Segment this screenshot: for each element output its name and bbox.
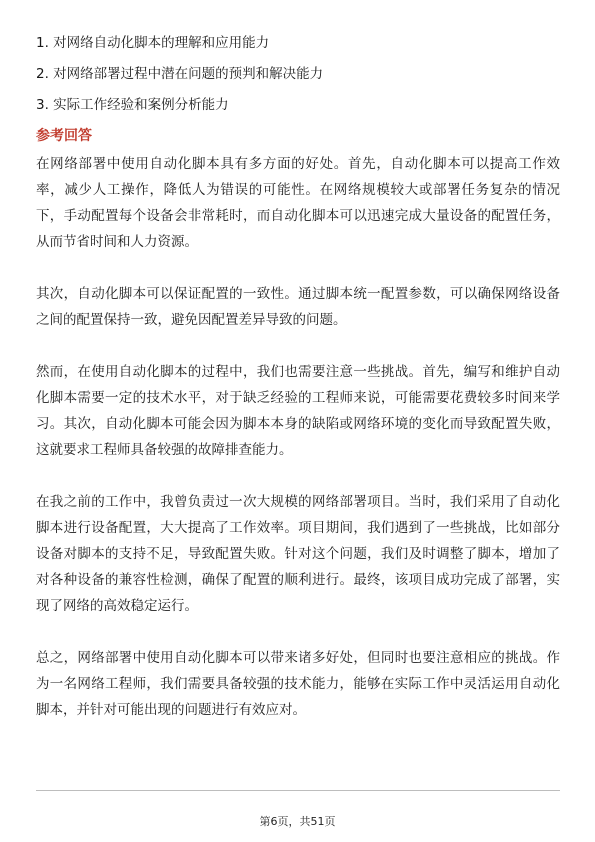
answer-paragraph-3: 然而，在使用自动化脚本的过程中，我们也需要注意一些挑战。首先，编写和维护自动化脚本需要一定的技术水平，对于缺乏经验的工程师来说，可能需要花费较多时间来学习。其次，自动化脚本可能会因为脚本本身的缺陷或网络环境的变化而导致配置失败，这就要求工程师具备较强的故障排查能力。 [36,364,560,458]
answer-paragraph-4: 在我之前的工作中，我曾负责过一次大规模的网络部署项目。当时，我们采用了自动化脚本进行设备配置，大大提高了工作效率。项目期间，我们遇到了一些挑战，比如部分设备对脚本的支持不足，导致配置失败。针对这个问题，我们及时调整了脚本，增加了对各种设备的兼容性检测，确保了配置的顺利进行。最终，该项目成功完成了部署，实现了网络的高效稳定运行。 [36,494,560,614]
page-number: 第6页，共51页 [259,815,336,828]
answer-paragraph-5: 总之，网络部署中使用自动化脚本可以带来诸多好处，但同时也要注意相应的挑战。作为一名网络工程师，我们需要具备较强的技术能力，能够在实际工作中灵活运用自动化脚本，并针对可能出现的问题进行有效应对。 [36,650,560,718]
footer-divider [36,790,560,791]
question-item-1: 1. 对网络自动化脚本的理解和应用能力 [36,35,270,51]
answer-paragraph-1: 在网络部署中使用自动化脚本具有多方面的好处。首先，自动化脚本可以提高工作效率，减少人工操作，降低人为错误的可能性。在网络规模较大或部署任务复杂的情况下，手动配置每个设备会非常耗时，而自动化脚本可以迅速完成大量设备的配置任务，从而节省时间和人力资源。 [36,156,560,250]
answer-heading: 参考回答 [36,128,92,144]
answer-paragraph-2: 其次，自动化脚本可以保证配置的一致性。通过脚本统一配置参数，可以确保网络设备之间的配置保持一致，避免因配置差异导致的问题。 [36,286,560,328]
question-item-2: 2. 对网络部署过程中潜在问题的预判和解决能力 [36,66,324,82]
question-item-3: 3. 实际工作经验和案例分析能力 [36,97,229,113]
page-content [36,34,560,723]
